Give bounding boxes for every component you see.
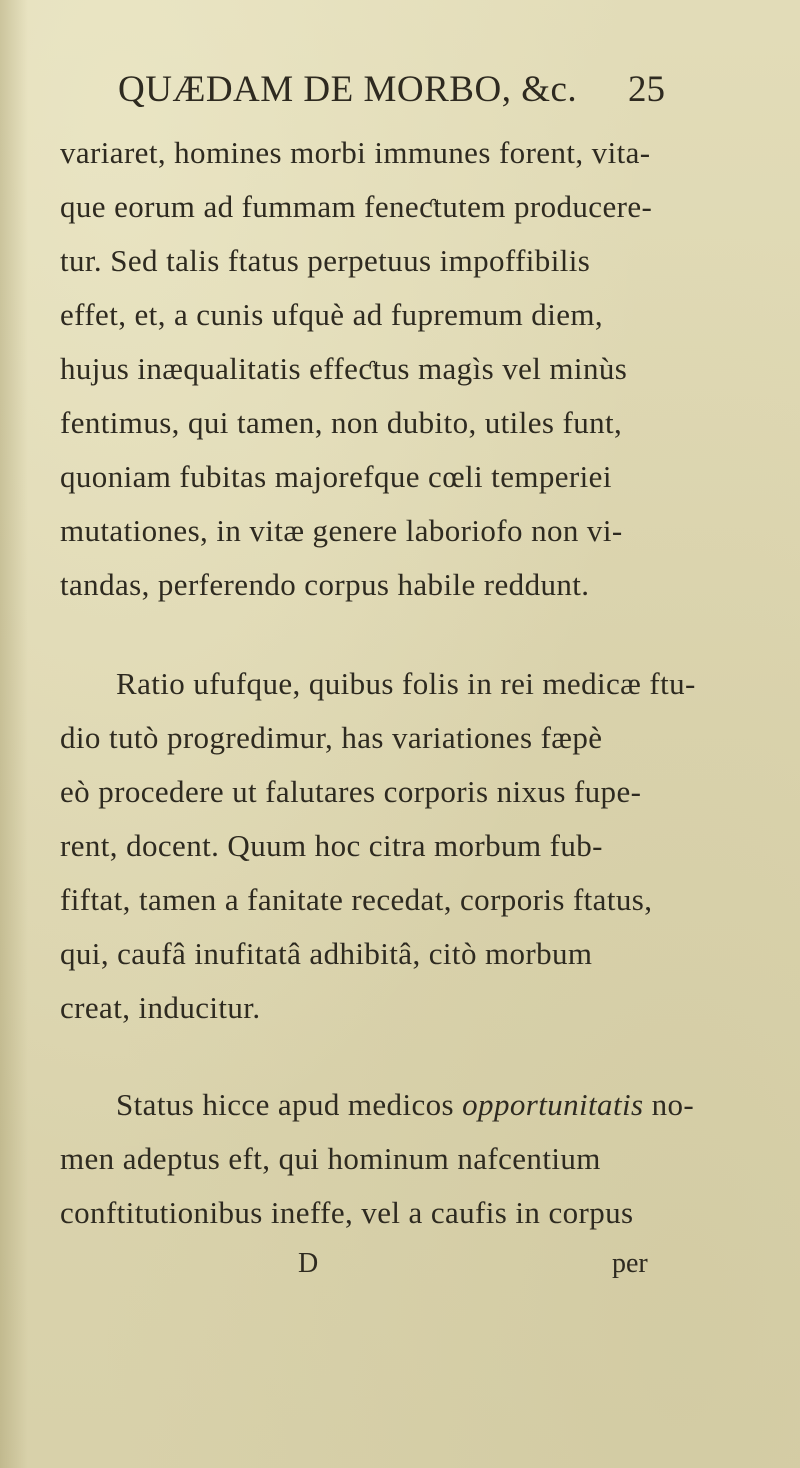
text-line: effet, et, a cunis ufquè ad fupremum diem, (60, 297, 604, 332)
text-line: creat, inducitur. (60, 990, 261, 1025)
text-line: qui, caufâ inufitatâ adhibitâ, citò morbum (60, 936, 593, 971)
text-line: hujus inæqualitatis effeƈtus magìs vel minùs (60, 351, 628, 386)
text-line: men adeptus eft, qui hominum nafcentium (60, 1141, 601, 1176)
running-title: QUÆDAM DE MORBO, &c. (118, 69, 578, 110)
page-gutter-shadow (0, 0, 28, 1468)
text-line (116, 1085, 694, 1125)
page-header (0, 68, 800, 118)
text-line: mutationes, in vitæ genere laboriofo non vi- (60, 513, 623, 548)
text-line: Ratio ufufque, quibus folis in rei medicæ ftu- (116, 666, 696, 701)
text-line: rent, docent. Quum hoc citra morbum fub- (60, 828, 603, 863)
catchword: per (612, 1248, 648, 1279)
signature-mark: D (298, 1248, 319, 1279)
text-line: que eorum ad fummam feneƈtutem producere- (60, 189, 653, 224)
italic-term: opportunitatis (462, 1087, 644, 1122)
text-line: dio tutò progredimur, has variationes fæpè (60, 720, 603, 755)
text-line: fiftat, tamen a fanitate recedat, corporis ftatus, (60, 882, 653, 917)
text-line: tandas, perferendo corpus habile reddunt. (60, 567, 590, 602)
text-line: eò procedere ut falutares corporis nixus fupe- (60, 774, 642, 809)
text-line: fentimus, qui tamen, non dubito, utiles funt, (60, 405, 623, 440)
text-line: variaret, homines morbi immunes forent, vita- (60, 135, 651, 170)
text-line: tur. Sed talis ftatus perpetuus impoffibilis (60, 243, 591, 278)
text-line: quoniam fubitas majorefque cœli temperiei (60, 459, 612, 494)
text-segment: no- (651, 1087, 695, 1122)
text-line: conftitutionibus ineffe, vel a caufis in corpus (60, 1195, 634, 1230)
page-number: 25 (628, 69, 665, 110)
text-segment: Status hicce apud medicos (116, 1087, 454, 1122)
